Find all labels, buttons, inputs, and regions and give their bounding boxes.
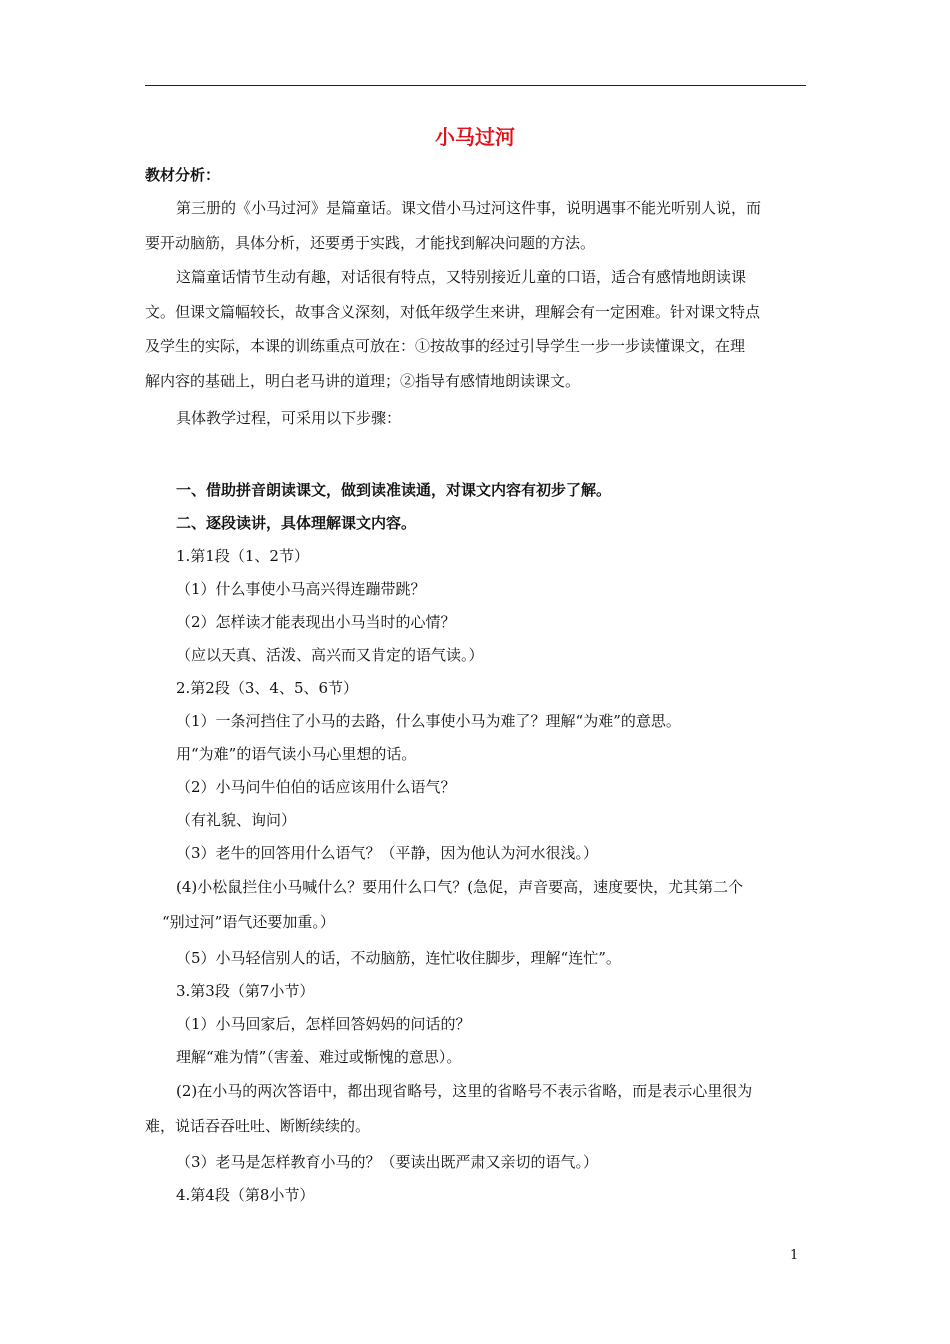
section-heading-analysis: 教材分析： <box>145 166 221 184</box>
question-line: （1）什么事使小马高兴得连蹦带跳？ <box>176 580 426 598</box>
note-line: （有礼貌、询问） <box>176 811 297 829</box>
question-line: “别过河”语气还要加重。） <box>162 913 335 931</box>
section-heading: 2.第2段（3、4、5、6节） <box>176 679 359 697</box>
step-heading: 一、借助拼音朗读课文，做到读准读通，对课文内容有初步了解。 <box>176 481 612 499</box>
paragraph-line: 要开动脑筋，具体分析，还要勇于实践，才能找到解决问题的方法。 <box>145 234 596 252</box>
question-line: （1）小马回家后，怎样回答妈妈的问话的？ <box>176 1015 471 1033</box>
paragraph-line: 文。但课文篇幅较长，故事含义深刻，对低年级学生来讲，理解会有一定困难。针对课文特点 <box>145 303 761 321</box>
page-title: 小马过河 <box>435 125 515 149</box>
section-heading: 1.第1段（1、2节） <box>176 547 309 565</box>
paragraph-line: 这篇童话情节生动有趣，对话很有特点，又特别接近儿童的口语，适合有感情地朗读课 <box>176 268 747 286</box>
question-line: 用“为难”的语气读小马心里想的话。 <box>176 745 417 763</box>
page-number: 1 <box>790 1248 799 1263</box>
question-line: （5）小马轻信别人的话，不动脑筋，连忙收住脚步，理解“连忙”。 <box>176 949 621 967</box>
question-line: 难，说话吞吞吐吐、断断续续的。 <box>145 1117 371 1135</box>
paragraph-line: 具体教学过程，可采用以下步骤： <box>176 409 402 427</box>
section-heading: 4.第4段（第8小节） <box>176 1186 315 1204</box>
section-heading: 3.第3段（第7小节） <box>176 982 315 1000</box>
question-line: （2）小马问牛伯伯的话应该用什么语气？ <box>176 778 456 796</box>
header-rule <box>145 85 806 86</box>
question-line: （3）老马是怎样教育小马的？（要读出既严肃又亲切的语气。） <box>176 1153 599 1171</box>
question-line: （3）老牛的回答用什么语气？（平静，因为他认为河水很浅。） <box>176 844 599 862</box>
step-heading: 二、逐段读讲，具体理解课文内容。 <box>176 514 417 532</box>
paragraph-line: 及学生的实际，本课的训练重点可放在：①按故事的经过引导学生一步一步读懂课文，在理 <box>145 337 746 355</box>
question-line: （2）怎样读才能表现出小马当时的心情？ <box>176 613 456 631</box>
question-line: (4)小松鼠拦住小马喊什么？要用什么口气？(急促，声音要高，速度要快，尤其第二个 <box>176 878 744 896</box>
question-line: (2)在小马的两次答语中，都出现省略号，这里的省略号不表示省略，而是表示心里很为 <box>176 1082 753 1100</box>
paragraph-line: 解内容的基础上，明白老马讲的道理；②指导有感情地朗读课文。 <box>145 372 581 390</box>
paragraph-line: 第三册的《小马过河》是篇童话。课文借小马过河这件事，说明遇事不能光听别人说，而 <box>176 199 762 217</box>
question-line: （1）一条河挡住了小马的去路，什么事使小马为难了？理解“为难”的意思。 <box>176 712 681 730</box>
note-line: （应以天真、活泼、高兴而又肯定的语气读。） <box>176 646 484 664</box>
question-line: 理解“难为情”（害羞、难过或惭愧的意思）。 <box>176 1048 462 1066</box>
